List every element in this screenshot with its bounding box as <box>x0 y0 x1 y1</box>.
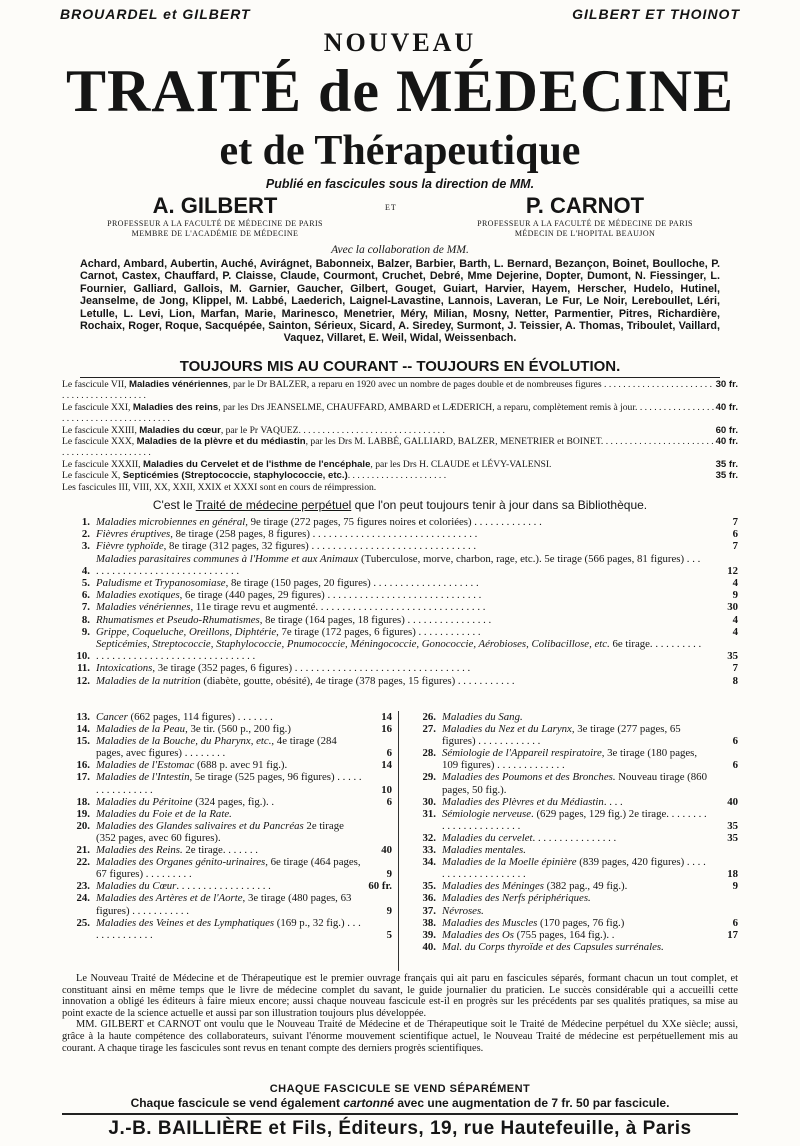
fascicule-note-price: 30 fr. <box>715 379 738 390</box>
fascicule-note: 40 fr. Le fascicule XXI, Maladies des reins, par les Drs JEANSELME, CHAUFFARD, AMBARD et LÆDERICH, a reparu, complètement remis à jour. . . . . . . . . . . . . . . . . . . . . . . . . . . . . . . . . . . . . . . . <box>62 401 738 425</box>
description-paragraphs <box>62 973 738 1054</box>
toujours-banner: TOUJOURS MIS AU COURANT -- TOUJOURS EN ÉVOLUTION. <box>80 358 720 378</box>
paragraph-1: Le Nouveau Traité de Médecine et de Thérapeutique est le premier ouvrage français qui ait paru en fascicules séparés, formant chacun un tout complet, et constituant ainsi en même temps que le livre de médecine complet du savant, le guide journalier du praticien. Le succès considérable qui a accueilli cette innovation a obligé les éditeurs à faire mieux encore; aussi chaque nouveau fascicule est-il en progrès sur les précédents par ses qualités pratiques, sa mise au point exacte de la science actuelle et aussi par son illustration toujours plus développée. <box>62 973 738 1019</box>
fascicule-note: 35 fr. Le fascicule X, Septicémies (Streptococcie, staphylococcie, etc.). . . . . . . . . . . . . . . . . . . . . <box>62 470 738 482</box>
list-item: 9. Grippe, Coqueluche, Oreillons, Diphtérie, 7e tirage (172 pages, 6 figures) . . . . . . . . . . . . 4 <box>81 625 738 638</box>
collaborators-list: Achard, Ambard, Aubertin, Auché, Avirágnet, Babonneix, Balzer, Barbier, Barth, L. Bernard, Bezançon, Boinet, Boulloche, P. Carnot, Castex, Chauffard, P. Claisse, Claude, Courmont, Cruchet, Debré, Mme Dejerine, Dopter, Dumont, N. Fiessinger, L. Fournier, Galliard, Gallois, M. Garnier, Gaucher, Gilbert, Gouget, Guiart, Harvier, Hayem, Herscher, Hudelo, Hutinel, Jeanselme, de Jong, Klippel, M. Labbé, Laederich, Laignel-Lavastine, Lannois, Laveran, Le Fur, Le Noir, Lereboullet, Léri, Letulle, L. Levi, Lion, Marfan, Marie, Marinesco, Menetrier, Méry, Milian, Mosny, Netter, Parmentier, Pitres, Richardière, Rochaix, Roger, Roque, Sacquépée, Sainton, Sérieux, Sicard, A. Siredey, Surmont, J. Teissier, A. Thomas, Triboulet, Vaillard, Vaquez, Villaret, E. Weil, Widal, Weissenbach. <box>80 258 720 345</box>
director-left-affiliation-2: MEMBRE DE L'ACADÉMIE DE MÉDECINE <box>131 229 299 238</box>
list-item: 2. Fièvres éruptives, 8e tirage (258 pages, 8 figures) . . . . . . . . . . . . . . . . . . . . . . . . . . . . . . . 6 <box>81 528 738 541</box>
publication-note: Publié en fascicules sous la direction de MM. <box>265 177 535 191</box>
list-item: 40. Mal. du Corps thyroïde et des Capsules surrénales. <box>422 940 664 953</box>
main-title: TRAITÉ de MÉDECINE <box>65 58 735 124</box>
list-item: 21. Maladies des Reins. 2e tirage. . . . . . . 40 <box>76 844 392 857</box>
list-item: 28. Sémiologie de l'Appareil respiratoire, 3e tirage (180 pages, 109 figures) . . . . . . . . . . . . . 6 <box>422 747 738 772</box>
list-item: 26. Maladies du Sang. <box>422 711 523 723</box>
list-item: 31. Sémiologie nerveuse. (629 pages, 129 fig.) 2e tirage. . . . . . . . . . . . . . . . . . . . . . . 35 <box>422 807 738 832</box>
footer-rule <box>62 1113 738 1115</box>
fascicule-note: 30 fr. Le fascicule VII, Maladies vénériennes, par le Dr BALZER, a reparu en 1920 avec un nombre de pages double et de nombreuses figures . . . . . . . . . . . . . . . . . . . . . . . . . . . . . . . . . . . . . . . . . <box>62 379 738 402</box>
list-item: 39. Maladies des Os (755 pages, 164 fig.). . 17 <box>422 928 738 941</box>
list-item: 22. Maladies des Organes génito-urinaires, 6e tirage (464 pages, 67 figures) . . . . . . . . . 9 <box>76 856 392 881</box>
list-item: 11. Intoxications, 3e tirage (352 pages, 6 figures) . . . . . . . . . . . . . . . . . . . . . . . . . . . . . . . . . 7 <box>77 662 738 675</box>
list-item: 13. Cancer (662 pages, 114 figures) . . . . . . . 14 <box>76 711 392 723</box>
list-item: 17. Maladies de l'Intestin, 5e tirage (525 pages, 96 figures) . . . . . . . . . . . . . . . . 10 <box>76 771 392 796</box>
list-item: 25. Maladies des Veines et des Lymphatiques (169 p., 32 fig.) . . . . . . . . . . . . . . 5 <box>76 916 392 941</box>
list-item: 29. Maladies des Poumons et des Bronches. Nouveau tirage (860 pages, 50 fig.). <box>422 771 707 796</box>
publisher-footer: J.-B. BAILLIÈRE et Fils, Éditeurs, 19, rue Hautefeuille, à Paris <box>108 1118 692 1139</box>
list-item: 5. Paludisme et Trypanosomiase, 8e tirage (150 pages, 20 figures) . . . . . . . . . . . . . . . . . . . . 4 <box>81 577 738 590</box>
list-item: 20. Maladies des Glandes salivaires et du Pancréas 2e tirage (352 pages, avec 60 figures). <box>76 819 344 844</box>
paragraph-2: MM. GILBERT et CARNOT ont voulu que le Nouveau Traité de Médecine et de Thérapeutique soit le Traité de Médecine perpétuel du XXe siècle; aussi, grâce à la haute compétence des collaborateurs, suivant l'énorme mouvement scientifique actuel, le Nouveau Traité de médecine est perpétuellement mis au courant. A chaque tirage les fascicules sont revus en tenant compte des derniers progrès scientifiques. <box>62 1019 738 1054</box>
fascicule-note-price: 60 fr. <box>715 424 738 436</box>
collaboration-intro: Avec la collaboration de MM. <box>331 244 469 256</box>
list-item: 36. Maladies des Nerfs périphériques. <box>422 892 591 905</box>
author-left: BROUARDEL et GILBERT <box>60 6 251 22</box>
column-divider <box>398 711 399 971</box>
perpetual-banner: C'est le Traité de médecine perpétuel que l'on peut toujours tenir à jour dans sa Bibliothèque. <box>152 498 648 512</box>
director-left <box>80 193 350 239</box>
list-item: 34. Maladies de la Moelle épinière (839 pages, 420 figures) . . . . . . . . . . . . . . . . . . . . 18 <box>422 856 738 881</box>
list-item: 12. Maladies de la nutrition (diabète, goutte, obésité), 4e tirage (378 pages, 15 figures) . . . . . . . . . . . 8 <box>76 674 738 687</box>
list-item: 38. Maladies des Muscles (170 pages, 76 fig.) 6 <box>422 916 738 929</box>
cartonne-notice: Chaque fascicule se vend également cartonné avec une augmentation de 7 fr. 50 par fascicule. <box>130 1096 670 1110</box>
list-item: 6. Maladies exotiques, 6e tirage (440 pages, 29 figures) . . . . . . . . . . . . . . . . . . . . . . . . . . . . . 9 <box>81 589 738 602</box>
list-item: 27. Maladies du Nez et du Larynx, 3e tirage (277 pages, 65 figures) . . . . . . . . . . . . 6 <box>422 723 738 748</box>
right-column <box>408 711 738 953</box>
list-item: 4. Maladies parasitaires communes à l'Homme et aux Animaux (Tuberculose, morve, charbon, rage, etc.). 5e tirage (566 pages, 81 figures) . . . . . . . . . . . . . . . . . . . . . . . . . . . . . . 12 <box>81 552 738 577</box>
list-item: 30. Maladies des Plèvres et du Médiastin. . . . 40 <box>422 795 738 808</box>
list-item: 3. Fièvre typhoïde, 8e tirage (312 pages, 32 figures) . . . . . . . . . . . . . . . . . . . . . . . . . . . . . . . 7 <box>81 540 738 553</box>
directors <box>80 193 720 243</box>
sold-separately-notice: CHAQUE FASCICULE SE VEND SÉPARÉMENT <box>269 1083 531 1095</box>
list-item: 1. Maladies microbiennes en général, 9e tirage (272 pages, 75 figures noires et coloriées) . . . . . . . . . . . . . 7 <box>81 516 738 528</box>
author-right: GILBERT ET THOINOT <box>572 6 740 22</box>
list-item: 7. Maladies vénériennes, 11e tirage revu et augmenté. . . . . . . . . . . . . . . . . . . . . . . . . . . . . . . . 30 <box>81 601 738 614</box>
list-item: 19. Maladies du Foie et de la Rate. <box>76 807 232 820</box>
fascicule-note: Les fascicules III, VIII, XX, XXII, XXIX et XXXI sont en cours de réimpression. <box>62 481 377 493</box>
fascicule-notes <box>62 379 738 493</box>
director-right-affiliation-2: MÉDECIN DE L'HOPITAL BEAUJON <box>514 229 656 238</box>
list-item: 24. Maladies des Artères et de l'Aorte, 3e tirage (480 pages, 63 figures) . . . . . . . . . . . 9 <box>76 892 392 917</box>
director-left-affiliation-1: PROFESSEUR A LA FACULTÉ DE MÉDECINE DE PARIS <box>107 219 323 228</box>
director-right <box>450 193 720 239</box>
list-item: 10. Septicémies, Streptococcie, Staphylococcie, Pnumococcie, Méningococcie, Gonococcie, Aérobioses, Colibacillose, etc. 6e tirage. . . . . . . . . . . . . . . . . . . . . . . . . . . . . . . . . . . . . . . . 35 <box>76 638 738 663</box>
list-item: 14. Maladies de la Peau, 3e tir. (560 p., 200 fig.) 16 <box>76 723 392 736</box>
list-item: 23. Maladies du Cœur. . . . . . . . . . . . . . . . . . 60 fr. <box>76 880 392 893</box>
perpetual-underline: Traité de médecine perpétuel <box>195 498 352 512</box>
subtitle: et de Thérapeutique <box>219 128 581 174</box>
header-authors <box>60 6 740 22</box>
fascicule-note: 40 fr. Le fascicule XXX, Maladies de la plèvre et du médiastin, par les Drs M. LABBÉ, GALLIARD, BALZER, MENETRIER et BOINET. . . . . . . . . . . . . . . . . . . . . . . . . . . . . . . . . . . . . . . . . . . <box>62 436 738 459</box>
fascicule-note: 60 fr. Le fascicule XXIII, Maladies du cœur, par le Pr VAQUEZ. . . . . . . . . . . . . . . . . . . . . . . . . . . . . . . <box>62 424 738 436</box>
fascicule-note-price: 35 fr. <box>715 470 738 482</box>
director-right-name: P. CARNOT <box>525 193 645 218</box>
director-et: ET <box>385 203 397 212</box>
director-right-affiliation-1: PROFESSEUR A LA FACULTÉ DE MÉDECINE DE PARIS <box>477 219 693 228</box>
list-item: 15. Maladies de la Bouche, du Pharynx, etc., 4e tirage (284 pages, avec figures) . . . . . . . . 6 <box>76 735 392 760</box>
list-item: 32. Maladies du cervelet. . . . . . . . . . . . . . . . 35 <box>422 831 738 844</box>
left-column <box>62 711 392 941</box>
list-item: 16. Maladies de l'Estomac (688 p. avec 91 fig.). 14 <box>76 759 392 772</box>
list-item: 8. Rhumatismes et Pseudo-Rhumatismes, 8e tirage (164 pages, 18 figures) . . . . . . . . . . . . . . . . 4 <box>81 613 738 626</box>
list-item: 18. Maladies du Péritoine (324 pages, fig.). . 6 <box>76 795 392 808</box>
fascicule-note-price: 40 fr. <box>715 401 738 413</box>
list-item: 37. Névroses. <box>422 904 484 917</box>
list-item: 33. Maladies mentales. <box>422 844 526 857</box>
fascicule-list-main <box>62 516 738 687</box>
director-left-name: A. GILBERT <box>152 193 278 218</box>
list-item: 35. Maladies des Méninges (382 pag., 49 fig.). 9 <box>422 880 738 893</box>
fascicule-list-columns <box>62 711 738 971</box>
nouveau-heading: NOUVEAU <box>323 28 477 57</box>
fascicule-note: 35 fr. Le fascicule XXXII, Maladies du Cervelet et de l'isthme de l'encéphale, par les Drs H. CLAUDE et LÉVY-VALENSI. <box>62 458 738 470</box>
fascicule-note-price: 40 fr. <box>715 436 738 448</box>
fascicule-note-price: 35 fr. <box>715 458 738 470</box>
